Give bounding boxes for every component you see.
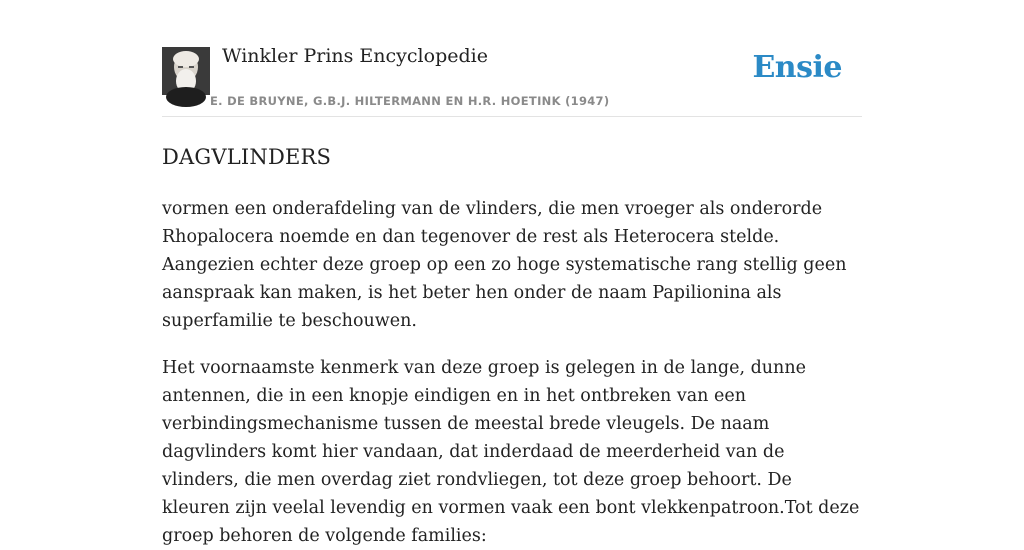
- source-header: [162, 0, 862, 117]
- article-container: [162, 0, 862, 550]
- source-title[interactable]: Winkler Prins Encyclopedie: [222, 45, 488, 67]
- entry-title: DAGVLINDERS: [162, 145, 332, 169]
- author-portrait-icon: [162, 47, 210, 95]
- source-authors: E. DE BRUYNE, G.B.J. HILTERMANN EN H.R. HOETINK (1947): [210, 94, 610, 108]
- author-avatar[interactable]: [162, 47, 210, 95]
- ensie-logo[interactable]: Ensie: [752, 50, 842, 85]
- entry-paragraph-1: vormen een onderafdeling van de vlinders, die men vroeger als onderorde Rhopalocera noemde en dan tegenover de rest als Heterocera stelde. Aangezien echter deze groep op een zo hoge systematische rang stellig geen aanspraak kan maken, is het beter hen onder de naam Papilionina als superfamilie te beschouwen.: [162, 199, 847, 331]
- entry-paragraph-2: Het voornaamste kenmerk van deze groep is gelegen in de lange, dunne antennen, die in een knopje eindigen en in het ontbreken van een verbindingsmechanisme tussen de meestal brede vleugels. De naam dagvlinders komt hier vandaan, dat inderdaad de meerderheid van de vlinders, die men overdag ziet rondvliegen, tot deze groep behoort. De kleuren zijn veelal levendig en vormen vaak een bont vlekkenpatroon.Tot deze groep behoren de volgende families:: [162, 358, 860, 546]
